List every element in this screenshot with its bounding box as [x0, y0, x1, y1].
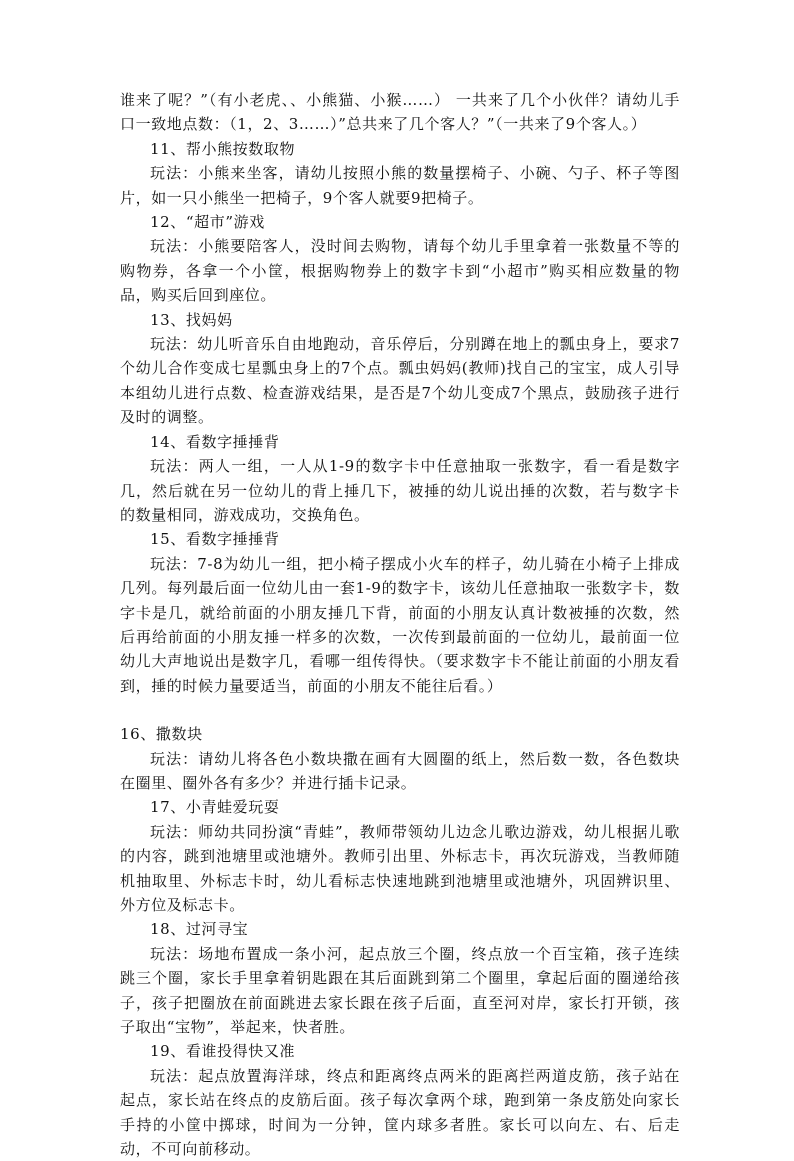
- section-12-body: 玩法：小熊要陪客人，没时间去购物，请每个幼儿手里拿着一张数量不等的购物券，各拿一个小筐，根据购物券上的数字卡到“小超市”购买相应数量的物品，购买后回到座位。: [120, 237, 680, 305]
- section-11-body: 玩法：小熊来坐客，请幼儿按照小熊的数量摆椅子、小碗、勺子、杯子等图片，如一只小熊坐一把椅子，9个客人就要9把椅子。: [120, 164, 680, 207]
- continuation-paragraph: 谁来了呢？”（有小老虎、、小熊猫、小猴……） 一共来了几个小伙伴？请幼儿手口一致地点数：（1，2、3……）”总共来了几个客人？”（一共来了9个客人。）: [120, 91, 680, 134]
- section-14-body: 玩法：两人一组，一人从1-9的数字卡中任意抽取一张数字，看一看是数字几，然后就在另一位幼儿的背上捶几下，被捶的幼儿说出捶的次数，若与数字卡的数量相同，游戏成功，交换角色。: [120, 457, 680, 524]
- section-19-body: 玩法：起点放置海洋球，终点和距离终点两米的距离拦两道皮筋，孩子站在起点，家长站在终点的皮筋后面。孩子每次拿两个球，跑到第一条皮筋处向家长手持的小筐中掷球，时间为一分钟，筐内球多者胜。家长可以向左、右、后走动，不可向前移动。: [120, 1066, 680, 1159]
- section-13-heading: 13、找妈妈: [150, 310, 233, 329]
- document-body: [120, 88, 680, 1161]
- section-11-heading: 11、帮小熊按数取物: [150, 139, 296, 158]
- section-15-heading: 15、看数字捶捶背: [150, 530, 280, 549]
- paragraph-gap: [120, 698, 680, 722]
- section-16-heading: 16、撒数块: [120, 725, 203, 744]
- section-16-body: 玩法：请幼儿将各色小数块撒在画有大圆圈的纸上，然后数一数，各色数块在圈里、圈外各有多少？并进行插卡记录。: [120, 749, 680, 792]
- section-14-heading: 14、看数字捶捶背: [150, 432, 280, 451]
- section-15-body: 玩法：7-8为幼儿一组，把小椅子摆成小火车的样子，幼儿骑在小椅子上排成几列。每列最后面一位幼儿由一套1-9的数字卡，该幼儿任意抽取一张数字卡，数字卡是几，就给前面的小朋友捶几下背，前面的小朋友认真计数被捶的次数，然后再给前面的小朋友捶一样多的次数，一次传到最前面的一位幼儿，最前面一位幼儿大声地说出是数字几，看哪一组传得快。（要求数字卡不能让前面的小朋友看到，捶的时候力量要适当，前面的小朋友不能往后看。）: [120, 554, 680, 695]
- section-18-heading: 18、过河寻宝: [150, 920, 249, 939]
- section-19-heading: 19、看谁投得快又准: [150, 1042, 296, 1061]
- section-18-body: 玩法：场地布置成一条小河，起点放三个圈，终点放一个百宝箱，孩子连续跳三个圈，家长手里拿着钥匙跟在其后面跳到第二个圈里，拿起后面的圈递给孩子，孩子把圈放在前面跳进去家长跟在孩子后面，直至河对岸，家长打开锁，孩子取出“宝物”，举起来，快者胜。: [120, 944, 680, 1037]
- section-17-heading: 17、小青蛙爱玩耍: [150, 798, 280, 817]
- section-13-body: 玩法：幼儿听音乐自由地跑动，音乐停后，分别蹲在地上的瓢虫身上，要求7个幼儿合作变成七星瓢虫身上的7个点。瓢虫妈妈(教师)找自己的宝宝，成人引导本组幼儿进行点数、检查游戏结果，是否是7个幼儿变成7个黑点，鼓励孩子进行及时的调整。: [120, 335, 680, 427]
- section-12-heading: 12、“超市”游戏: [150, 213, 265, 232]
- section-17-body: 玩法：师幼共同扮演“青蛙”，教师带领幼儿边念儿歌边游戏，幼儿根据儿歌的内容，跳到池塘里或池塘外。教师引出里、外标志卡，再次玩游戏，当教师随机抽取里、外标志卡时，幼儿看标志快速地跳到池塘里或池塘外，巩固辨识里、外方位及标志卡。: [120, 822, 680, 914]
